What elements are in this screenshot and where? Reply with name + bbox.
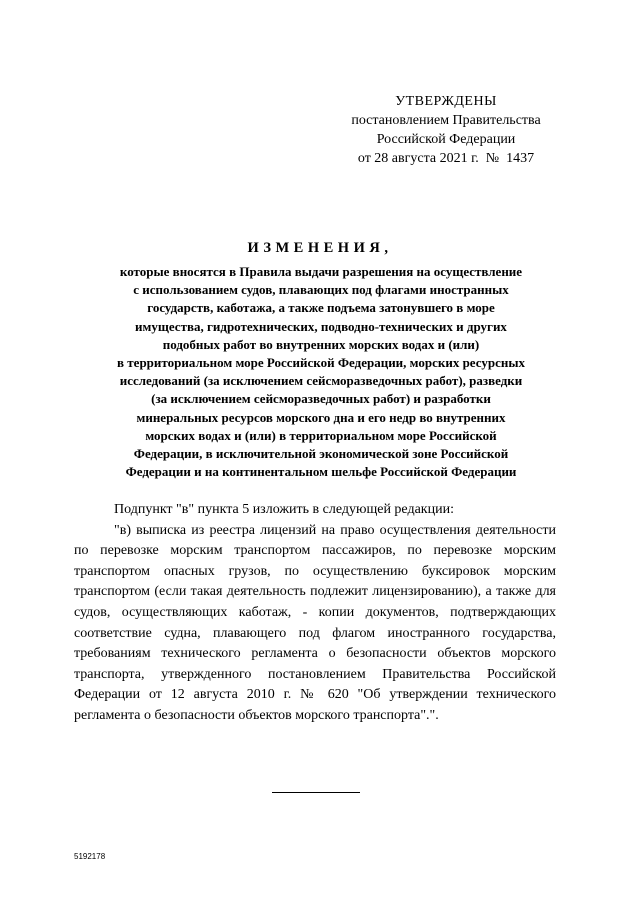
amendment-paragraph: "в) выписка из реестра лицензий на право осуществления деятельности по перевозке морским транспортом пассажиров, по перевозке морским транспортом опасных грузов, по осуществлению буксировок морским транспортом (если такая деятельность подлежит лицензированию), а также для судов, осуществляющих каботаж, - копии документов, подтверждающих соответствие судна, плавающего под флагом иностранного государства, требованиям технического регламента о безопасности объектов морского транспорта, утвержденного постановлением Правительства Российской Федерации от 12 августа 2010 г. № 620 "Об утверждении технического регламента о безопасности объектов морского транспорта".". — [74, 522, 556, 723]
subtitle-line: в территориальном море Российской Федерации, морских ресурсных — [117, 355, 525, 371]
document-number: 5192178 — [74, 852, 106, 861]
subtitle-line: (за исключением сейсморазведочных работ) и разработки — [151, 391, 491, 407]
intro-paragraph: Подпункт "в" пункта 5 изложить в следующей редакции: — [114, 502, 454, 517]
approval-block — [336, 92, 556, 168]
subtitle-line: Федерации и на континентальном шельфе Российской Федерации — [125, 464, 517, 480]
approval-heading: УТВЕРЖДЕНЫ — [395, 94, 497, 109]
subtitle-line: государств, каботажа, а также подъема затонувшего в море — [147, 300, 495, 316]
subtitle-line: которые вносятся в Правила выдачи разрешения на осуществление — [119, 264, 523, 279]
approval-line-2: Российской Федерации — [376, 132, 516, 147]
document-subtitle — [74, 263, 568, 481]
approval-line-3: от 28 августа 2021 г. № 1437 — [357, 151, 535, 166]
approval-line-1: постановлением Правительства — [351, 113, 541, 128]
subtitle-line: минеральных ресурсов морского дна и его недр во внутренних — [136, 409, 506, 425]
subtitle-line: морских водах и (или) в территориальном море Российской — [145, 427, 497, 443]
subtitle-line: с использованием судов, плавающих под флагами иностранных — [133, 282, 509, 298]
subtitle-line: имущества, гидротехнических, подводно-технических и других — [135, 318, 507, 334]
document-body — [74, 500, 556, 727]
subtitle-line: Федерации, в исключительной экономической зоне Российской — [133, 446, 509, 462]
subtitle-line: исследований (за исключением сейсморазведочных работ), разведки — [119, 373, 523, 389]
subtitle-line: подобных работ во внутренних морских водах и (или) — [162, 336, 480, 352]
closing-rule — [272, 792, 360, 793]
document-title: ИЗМЕНЕНИЯ, — [247, 240, 393, 256]
